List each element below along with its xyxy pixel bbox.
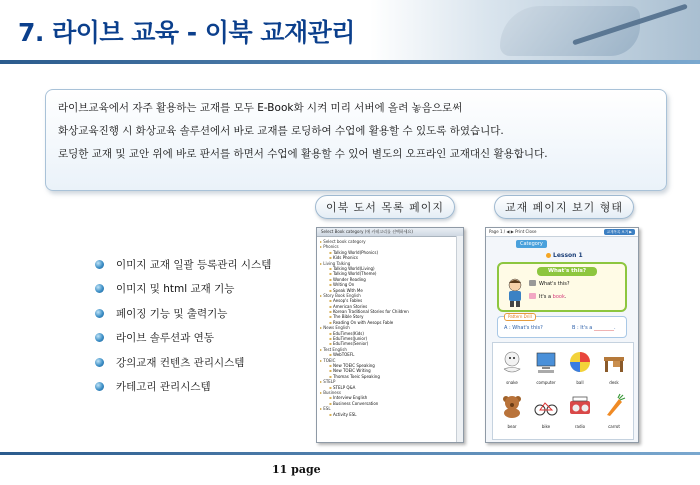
tree-book-item[interactable]: ▪ STELP Q&A <box>320 385 460 390</box>
tree-book-item[interactable]: ▪ WebTOEFL <box>320 352 460 357</box>
tree-book-item[interactable]: ▪ Aesop's Fables <box>320 298 460 303</box>
feature-item <box>95 277 271 302</box>
intro-line-3: 로딩한 교재 및 교안 위에 바로 판서를 하면서 수업에 활용할 수 있어 별도의 오프라인 교재대신 활용합니다. <box>58 148 548 160</box>
header-photo <box>370 0 700 62</box>
computer-icon <box>533 349 559 375</box>
lesson-title: Lesson 1 <box>546 252 583 259</box>
dialog-line-2-word: book <box>552 294 565 300</box>
picture-bike <box>531 393 561 429</box>
tree-category[interactable]: ▸ Story Book English <box>320 293 460 298</box>
picture-label: carrot <box>608 424 620 429</box>
feature-item <box>95 350 271 375</box>
tree-book-item[interactable]: ▪ Business Conversation <box>320 401 460 406</box>
viewer-toolbar-text: Page 1 / ◀ ▶ Print Close <box>489 229 537 234</box>
picture-label: desk <box>609 380 619 385</box>
picture-carrot <box>599 393 629 429</box>
drill-a: A : What's this? <box>504 325 543 331</box>
feature-list <box>95 252 271 399</box>
scrollbar[interactable] <box>456 236 463 442</box>
tree-book-item[interactable]: ▪ EduTimes(Senior) <box>320 341 460 346</box>
picture-label: bear <box>507 424 517 429</box>
feature-text: 강의교재 컨텐츠 관리시스템 <box>116 356 245 369</box>
drill-end: . <box>613 325 616 331</box>
pattern-drill-label: Pattern Drill <box>504 313 536 321</box>
tree-book-item[interactable]: ▪ Korean Traditional Stories for Children <box>320 309 460 314</box>
viewer-toolbar <box>486 228 638 237</box>
picture-label: ball <box>576 380 584 385</box>
feature-item <box>95 326 271 351</box>
book-viewer-screenshot <box>485 227 639 443</box>
tree-category[interactable]: ▸ ESL <box>320 406 460 411</box>
tree-book-item[interactable]: ▪ Reading On with Aesops Fable <box>320 320 460 325</box>
tree-book-item[interactable]: ▪ The Bible Story <box>320 314 460 319</box>
tree-book-item[interactable]: ▪ American Stories <box>320 304 460 309</box>
tree-book-item[interactable]: ▪ Activity ESL <box>320 412 460 417</box>
bullet-icon <box>95 260 104 269</box>
tree-book-item[interactable]: ▪ Talking World(Phonics) <box>320 250 460 255</box>
bullet-icon <box>95 382 104 391</box>
feature-text: 페이징 기능 및 출력기능 <box>116 307 228 320</box>
picture-radio <box>565 393 595 429</box>
drill-blank: ________ <box>593 325 614 331</box>
intro-line-1: 라이브교육에서 자주 활용하는 교재를 모두 E-Book화 시켜 미리 서버에 올려 놓음으로써 <box>58 102 463 114</box>
picture-ball <box>565 349 595 385</box>
feature-text: 이미지 및 html 교재 기능 <box>116 283 235 296</box>
book-list-button[interactable]: 교재목록 보기 ▶ <box>604 229 635 235</box>
bear-icon <box>499 393 525 419</box>
feature-item <box>95 301 271 326</box>
tree-book-item[interactable]: ▪ EduTimes(Kids) <box>320 331 460 336</box>
picture-desk <box>599 349 629 385</box>
ball-icon <box>567 349 593 375</box>
tree-book-item[interactable]: ▪ New TOEIC Writing <box>320 368 460 373</box>
tree-category[interactable]: ▸ Business <box>320 390 460 395</box>
label-view-page: 교재 페이지 보기 형태 <box>494 195 634 219</box>
snake-icon <box>499 349 525 375</box>
picture-bear <box>497 393 527 429</box>
intro-box <box>45 89 667 191</box>
picture-label: bike <box>541 424 551 429</box>
bullet-icon <box>95 284 104 293</box>
dialog-line-1: What's this? <box>539 281 570 287</box>
boy-icon <box>505 278 525 308</box>
tree-category[interactable]: ▸ Select book category <box>320 239 460 244</box>
tree-category[interactable]: ▸ TOEIC <box>320 358 460 363</box>
feature-item <box>95 252 271 277</box>
page-title: 7. 라이브 교육 - 이북 교재관리 <box>18 18 355 47</box>
carrot-icon <box>601 393 627 419</box>
question-banner: What's this? <box>537 267 597 276</box>
tree-book-item[interactable]: ▪ Kids Phonics <box>320 255 460 260</box>
picture-grid <box>492 342 634 440</box>
book-list-toolbar: Select Book category (에 카테고리를 선택하세요) <box>317 228 463 237</box>
tree-book-item[interactable]: ▪ Talking World(Living) <box>320 266 460 271</box>
tree-book-item[interactable]: ▪ Speak With Me <box>320 288 460 293</box>
book-icon <box>529 293 536 299</box>
feature-text: 라이브 솔루션과 연동 <box>116 332 214 345</box>
tree-category[interactable]: ▸ News English <box>320 325 460 330</box>
radio-icon <box>567 393 593 419</box>
tree-book-item[interactable]: ▪ New TOEIC Speaking <box>320 363 460 368</box>
tree-category[interactable]: ▸ STELP <box>320 379 460 384</box>
tree-book-item[interactable]: ▪ Interview English <box>320 395 460 400</box>
tree-book-item[interactable]: ▪ EduTimes(Junior) <box>320 336 460 341</box>
page-number: 11 page <box>272 463 321 476</box>
picture-computer <box>531 349 561 385</box>
tv-icon <box>529 280 536 286</box>
header <box>0 0 700 62</box>
header-divider <box>0 60 700 64</box>
bullet-icon <box>95 333 104 342</box>
dialog-line-2 <box>539 294 566 300</box>
tree-book-item[interactable]: ▪ Writing On <box>320 282 460 287</box>
label-list-page: 이북 도서 목록 페이지 <box>315 195 455 219</box>
intro-line-2: 화상교육진행 시 화상교육 솔루션에서 바로 교재를 로딩하여 수업에 활용할 수 있도록 하였습니다. <box>58 125 504 137</box>
feature-text: 카테고리 관리시스템 <box>116 381 211 394</box>
tree-book-item[interactable]: ▪ Thomas Toeic Speaking <box>320 374 460 379</box>
dialog-line-2-prefix: It's a <box>539 294 553 300</box>
desk-icon <box>601 349 627 375</box>
bullet-icon <box>95 358 104 367</box>
category-tag[interactable]: Category <box>516 240 547 248</box>
tree-book-item[interactable]: ▪ Talking World(Theme) <box>320 271 460 276</box>
dialog-line-2-suffix: . <box>564 294 567 300</box>
tree-category[interactable]: ▸ Living Talking <box>320 261 460 266</box>
bike-icon <box>533 393 559 419</box>
drill-b-text: B : It's a <box>572 325 594 331</box>
tree-category[interactable]: ▸ Phonics <box>320 244 460 249</box>
book-list-screenshot <box>316 227 464 443</box>
picture-label: computer <box>536 380 556 385</box>
tree-book-item[interactable]: ▪ Wonder Reading <box>320 277 460 282</box>
picture-snake <box>497 349 527 385</box>
tree-category[interactable]: ▸ Test English <box>320 347 460 352</box>
bullet-icon <box>95 309 104 318</box>
pattern-drill-card <box>497 316 627 338</box>
picture-label: snake <box>506 380 518 385</box>
feature-text: 이미지 교재 일괄 등록관리 시스템 <box>116 258 272 271</box>
feature-item <box>95 375 271 400</box>
book-category-tree <box>317 237 463 419</box>
dialog-card <box>497 262 627 312</box>
hand-image <box>500 6 640 56</box>
drill-b <box>572 325 616 331</box>
footer-divider <box>0 452 700 455</box>
picture-label: radio <box>574 424 586 429</box>
